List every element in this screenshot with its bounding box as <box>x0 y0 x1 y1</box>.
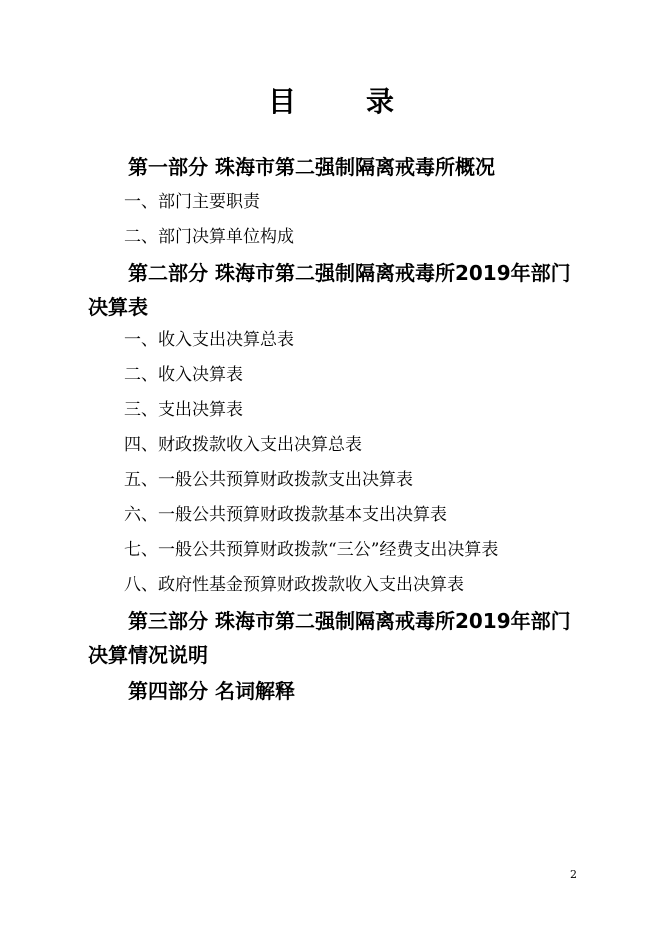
toc-item: 六、一般公共预算财政拨款基本支出决算表 <box>124 505 447 525</box>
toc-title-char-2: 录 <box>366 85 395 118</box>
toc-item: 七、一般公共预算财政拨款“三公”经费支出决算表 <box>124 540 499 560</box>
toc-title <box>0 80 662 120</box>
toc-item: 一、部门主要职责 <box>124 192 260 212</box>
toc-title-char-1: 目 <box>267 85 296 118</box>
toc-item: 二、部门决算单位构成 <box>124 227 294 247</box>
toc-part-3: 第三部分 珠海市第二强制隔离戒毒所2019年部门决算情况说明 <box>88 609 571 667</box>
toc-part-2: 第二部分 珠海市第二强制隔离戒毒所2019年部门决算表 <box>88 261 571 319</box>
page-number: 2 <box>570 868 577 881</box>
toc-part-1: 第一部分 珠海市第二强制隔离戒毒所概况 <box>128 155 495 179</box>
toc-item: 四、财政拨款收入支出决算总表 <box>124 435 362 455</box>
toc-item: 一、收入支出决算总表 <box>124 330 294 350</box>
toc-item: 五、一般公共预算财政拨款支出决算表 <box>124 470 413 490</box>
toc-item: 八、政府性基金预算财政拨款收入支出决算表 <box>124 575 464 595</box>
toc-item: 三、支出决算表 <box>124 400 243 420</box>
toc-part-4: 第四部分 名词解释 <box>128 679 295 703</box>
toc-item: 二、收入决算表 <box>124 365 243 385</box>
